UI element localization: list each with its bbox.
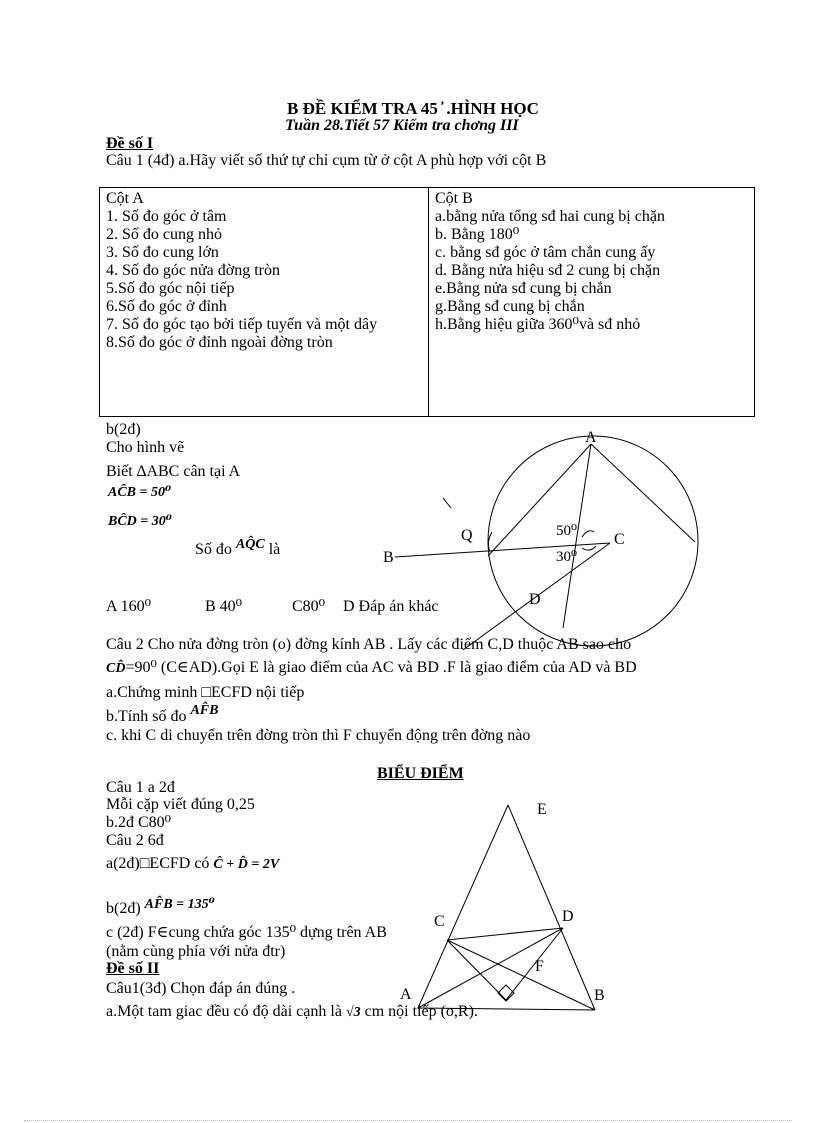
- column-b-item: e.Bằng nửa sđ cung bị chắn: [435, 280, 612, 297]
- column-a-item: 2. Số đo cung nhỏ: [106, 226, 222, 243]
- side-eb: [508, 805, 595, 1010]
- cau1-intro: Câu 1 (4đ) a.Hãy viết số thứ tự chỉ cụm từ ở cột A phù hợp với cột B: [106, 152, 547, 169]
- column-b-item: b. Bằng 180⁰: [435, 226, 520, 243]
- bieudiem-line: b.2đ C80⁰: [106, 814, 172, 831]
- label-C-fig2: C: [434, 913, 445, 930]
- bieudiem-b-math: AF̂B = 135⁰: [144, 897, 215, 912]
- label-A-fig2: A: [400, 986, 412, 1003]
- column-a: [100, 188, 429, 417]
- partb-line2: Biết ∆ABC cân tại A: [106, 463, 241, 480]
- column-a-item: 6.Số đo góc ở đỉnh: [106, 298, 227, 315]
- column-b-item: d. Bằng nửa hiệu sđ 2 cung bị chặn: [435, 262, 661, 279]
- choice-c: C80⁰: [292, 598, 326, 615]
- column-a-item: 4. Số đo góc nửa đờng tròn: [106, 262, 281, 279]
- ask-pre: Số đo: [195, 541, 232, 558]
- bieudiem-a-math: Ĉ + D̂ = 2V: [213, 857, 280, 872]
- cau2-angle-cd: CD̂: [106, 661, 126, 676]
- column-a-item: 7. Số đo góc tạo bởi tiếp tuyến và một dây: [106, 316, 378, 333]
- side-ea: [418, 805, 508, 1008]
- cau2-a: a.Chứng minh □ECFD nội tiếp: [106, 684, 305, 701]
- exam-subtitle: Tuần 28.Tiết 57 Kiểm tra chơng III: [285, 117, 519, 134]
- segment-bc: [395, 543, 610, 557]
- label-angle-30: 30⁰: [556, 549, 578, 565]
- choice-a: A 160⁰: [106, 598, 152, 615]
- de2-a-math: √3: [345, 1005, 361, 1020]
- label-angle-50: 50⁰: [556, 523, 578, 539]
- de2-a: [106, 1003, 478, 1022]
- line-cd: [447, 928, 563, 940]
- column-a-item: 8.Số đo góc ở đỉnh ngoài đờng tròn: [106, 334, 333, 351]
- bieudiem-c2: (nằm cùng phía với nửa đtr): [106, 943, 286, 960]
- cau2-line1: Câu 2 Cho nửa đờng tròn (o) đờng kính AB . Lấy các điểm C,D thuộc AB sao cho: [106, 636, 632, 653]
- column-a-header: Cột A: [106, 190, 144, 207]
- bieudiem-a-text: a(2đ)□ECFD có: [106, 855, 210, 872]
- cau2-line2-text: =90⁰ (C∈AD).Gọi E là giao điểm của AC và BD .F là giao điểm của AD và BD: [125, 659, 637, 676]
- arc-q: [488, 532, 492, 552]
- arc-50: [582, 531, 594, 537]
- section-de-1: Đề số I: [106, 135, 154, 152]
- tick-mark: [443, 498, 451, 508]
- partb-label: b(2đ): [106, 421, 141, 438]
- de2-a-text: a.Một tam giac đều có độ dài cạnh là: [106, 1003, 342, 1020]
- label-D-fig2: D: [562, 908, 574, 925]
- bieudiem-line: Câu 2 6đ: [106, 832, 164, 849]
- column-a-item: 1. Số đo góc ở tâm: [106, 208, 227, 225]
- label-Q: Q: [461, 527, 473, 544]
- de2-cau1: Câu1(3đ) Chọn đáp án đúng .: [106, 980, 296, 997]
- circle-figure: [395, 436, 698, 650]
- column-a-item: 5.Số đo góc nội tiếp: [106, 280, 235, 297]
- bieudiem-a: [106, 855, 279, 874]
- cau2-b-text: b.Tính số đo: [106, 708, 187, 725]
- section-de-2: Đề số II: [106, 960, 160, 977]
- ask-angle: AQ̂C: [235, 537, 265, 552]
- ask-post: là: [268, 541, 281, 558]
- segment-ac: [591, 444, 695, 542]
- cau2-c: c. khi C di chuyển trên đờng tròn thì F chuyển động trên đờng nào: [106, 727, 531, 744]
- right-angle-mark: [498, 985, 514, 1001]
- bieudiem-title: BIỂU ĐIỂM: [377, 765, 464, 782]
- label-C-fig1: C: [614, 531, 625, 548]
- given-angle-acb: AĈB = 50⁰: [108, 485, 172, 500]
- column-b: [429, 188, 755, 417]
- label-D-fig1: D: [529, 591, 541, 608]
- line-bc: [447, 940, 595, 1010]
- bieudiem-b: [106, 897, 215, 919]
- de2-a-post: cm nội tiếp (o,R).: [364, 1003, 478, 1020]
- cau2-b: [106, 703, 219, 727]
- exam-title: B ĐỀ KIỂM TRA 45 ̓ .HÌNH HỌC: [287, 99, 539, 118]
- choice-b: B 40⁰: [205, 598, 243, 615]
- column-b-item: c. bằng sđ góc ở tâm chắn cung ấy: [435, 244, 656, 261]
- bieudiem-c1: c (2đ) F∈cung chứa góc 135⁰ dựng trên AB: [106, 924, 387, 941]
- page-footer-divider: [24, 1120, 792, 1121]
- ask-measure: [195, 537, 281, 560]
- column-b-header: Cột B: [435, 190, 473, 207]
- column-b-item: h.Bằng hiệu giữa 360⁰và sđ nhỏ: [435, 316, 641, 333]
- circle-o: [488, 436, 698, 646]
- arc-30: [582, 546, 596, 550]
- label-F-fig2: F: [535, 958, 544, 975]
- cau2-line2: [106, 659, 637, 678]
- bieudiem-line: Câu 1 a 2đ: [106, 779, 175, 796]
- column-b-item: g.Bằng sđ cung bị chắn: [435, 298, 585, 315]
- line-cf: [447, 940, 506, 1000]
- bieudiem-b-text: b(2đ): [106, 900, 141, 917]
- choice-d: D Đáp án khác: [343, 598, 439, 615]
- cau2-b-angle: AF̂B: [190, 703, 219, 718]
- label-B-fig2: B: [594, 987, 605, 1004]
- column-a-item: 3. Số đo cung lớn: [106, 244, 219, 261]
- matching-table: [99, 187, 755, 417]
- label-E-fig2: E: [537, 801, 547, 818]
- column-b-item: a.bằng nửa tổng sđ hai cung bị chặn: [435, 208, 665, 225]
- label-A-fig1: A: [585, 429, 597, 446]
- label-B-fig1: B: [383, 549, 394, 566]
- partb-line1: Cho hình vẽ: [106, 439, 185, 456]
- bieudiem-line: Mỗi cặp viết đúng 0,25: [106, 796, 255, 813]
- given-angle-bcd: BĈD = 30⁰: [108, 514, 172, 529]
